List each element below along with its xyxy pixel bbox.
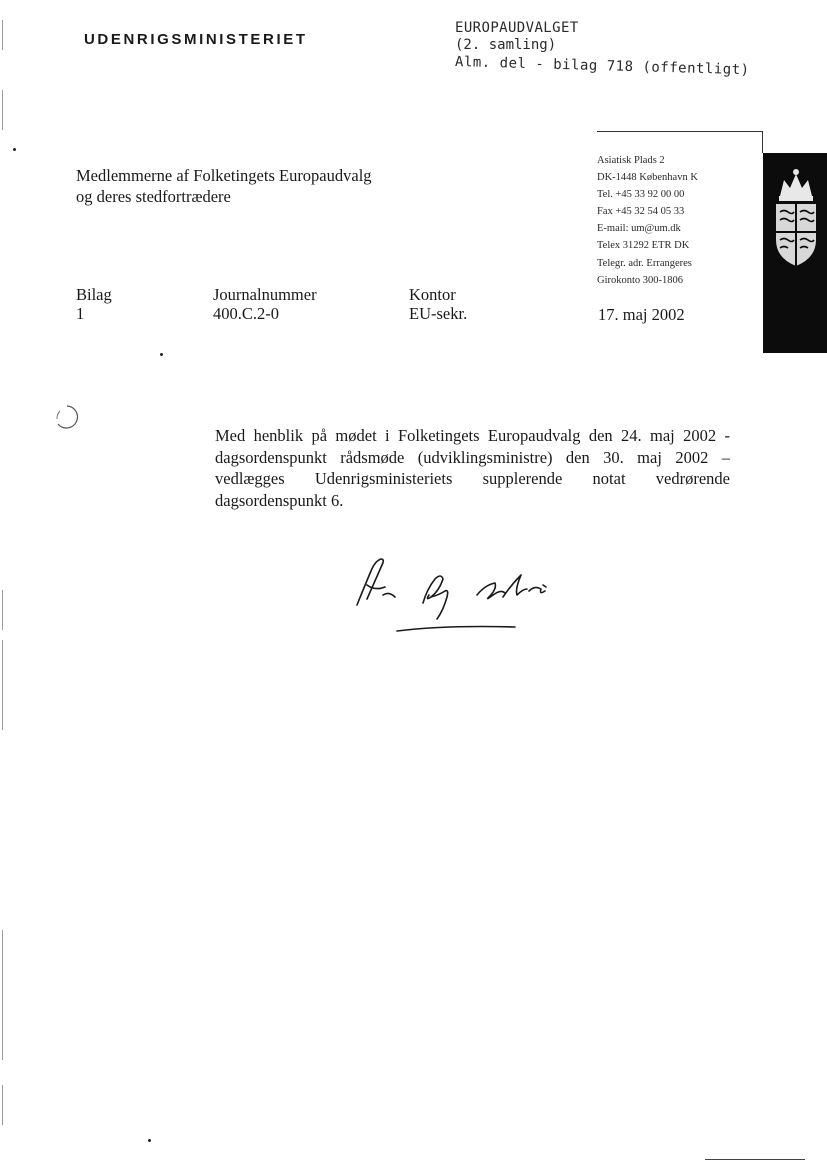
- margin-mark: [2, 1085, 3, 1125]
- margin-mark: [2, 20, 3, 50]
- kontor-field: [409, 285, 467, 323]
- coat-of-arms-icon: [770, 166, 822, 270]
- address-block: [597, 152, 698, 289]
- stamp: [454, 20, 750, 79]
- bilag-label: Bilag: [76, 285, 112, 304]
- journal-field: [213, 285, 317, 323]
- address-line: Tel. +45 33 92 00 00: [597, 189, 685, 201]
- stamp-line-committee: EUROPAUDVALGET: [455, 20, 579, 36]
- ministry-letterhead: UDENRIGSMINISTERIET: [84, 31, 308, 48]
- address-line: Asiatisk Plads 2: [597, 155, 665, 166]
- address-divider-vertical: [762, 131, 763, 153]
- footer-rule: [705, 1159, 805, 1160]
- bilag-field: [76, 285, 112, 323]
- stamp-line-bilag: Alm. del - bilag 718 (offentligt): [454, 54, 750, 79]
- letter-body: Med henblik på mødet i Folketingets Europaudvalg den 24. maj 2002 - dagsordenspunkt rådsmøde (udviklingsministre) den 30. maj 2002 – vedlægges Udenrigsministeriets supplerende notat vedrørende dagsordenspunkt 6.: [215, 426, 730, 510]
- address-line: Girokonto 300-1806: [597, 274, 684, 286]
- scan-speck: [148, 1139, 151, 1142]
- punch-hole-mark: [52, 402, 82, 432]
- address-line: DK-1448 København K: [597, 172, 698, 184]
- recipient-line-1: Medlemmerne af Folketingets Europaudvalg: [76, 166, 372, 185]
- margin-mark: [2, 640, 3, 730]
- address-line: Telegr. adr. Errangeres: [597, 257, 692, 269]
- address-divider: [597, 131, 763, 132]
- address-line: Telex 31292 ETR DK: [597, 240, 690, 252]
- letter-date: 17. maj 2002: [598, 305, 685, 324]
- scan-speck: [160, 353, 163, 356]
- margin-mark: [2, 590, 3, 630]
- recipient-line-2: og deres stedfortrædere: [76, 187, 231, 206]
- kontor-label: Kontor: [409, 285, 456, 304]
- stamp-line-session: (2. samling): [455, 37, 557, 53]
- scan-speck: [13, 148, 16, 151]
- recipient-block: [76, 165, 372, 207]
- margin-mark: [2, 90, 3, 130]
- bilag-value: 1: [76, 304, 85, 323]
- kontor-value: EU-sekr.: [409, 304, 468, 323]
- journal-label: Journalnummer: [213, 285, 317, 304]
- signature: [345, 545, 565, 635]
- address-line: Fax +45 32 54 05 33: [597, 206, 685, 218]
- margin-mark: [2, 930, 3, 1060]
- address-line: E-mail: um@um.dk: [597, 223, 681, 235]
- journal-value: 400.C.2-0: [213, 304, 279, 323]
